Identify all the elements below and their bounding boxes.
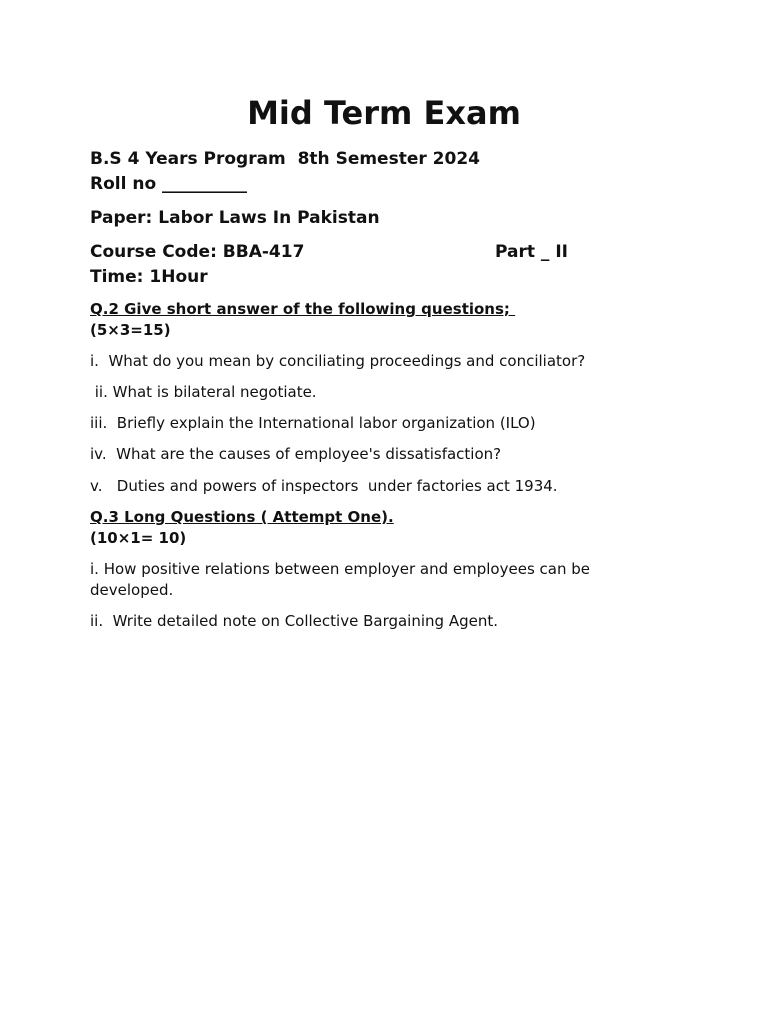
q2-item-4: iv. What are the causes of employee's dissatisfaction? <box>90 445 502 463</box>
q2-marks: (5×3=15) <box>90 321 171 339</box>
roll-no-line: Roll no __________ <box>90 174 248 194</box>
exam-title: Mid Term Exam <box>247 94 521 132</box>
paper-line: Paper: Labor Laws In Pakistan <box>90 208 380 228</box>
time-line: Time: 1Hour <box>90 267 208 287</box>
q3-item-2: ii. Write detailed note on Collective Bargaining Agent. <box>90 612 498 630</box>
q3-marks: (10×1= 10) <box>90 529 187 547</box>
course-code-line: Course Code: BBA-417 <box>90 242 305 262</box>
q2-item-1: i. What do you mean by conciliating proceedings and conciliator? <box>90 352 586 370</box>
q3-item-1: i. How positive relations between employer and employees can be developed. <box>90 560 590 599</box>
part-label: Part _ II <box>495 242 568 262</box>
q2-item-3: iii. Briefly explain the International labor organization (ILO) <box>90 414 536 432</box>
q2-item-2: ii. What is bilateral negotiate. <box>90 383 317 401</box>
q2-heading: Q.2 Give short answer of the following questions; <box>90 300 516 318</box>
q3-heading: Q.3 Long Questions ( Attempt One). <box>90 508 394 526</box>
q2-item-5: v. Duties and powers of inspectors under factories act 1934. <box>90 477 558 495</box>
program-line: B.S 4 Years Program 8th Semester 2024 <box>90 149 480 169</box>
